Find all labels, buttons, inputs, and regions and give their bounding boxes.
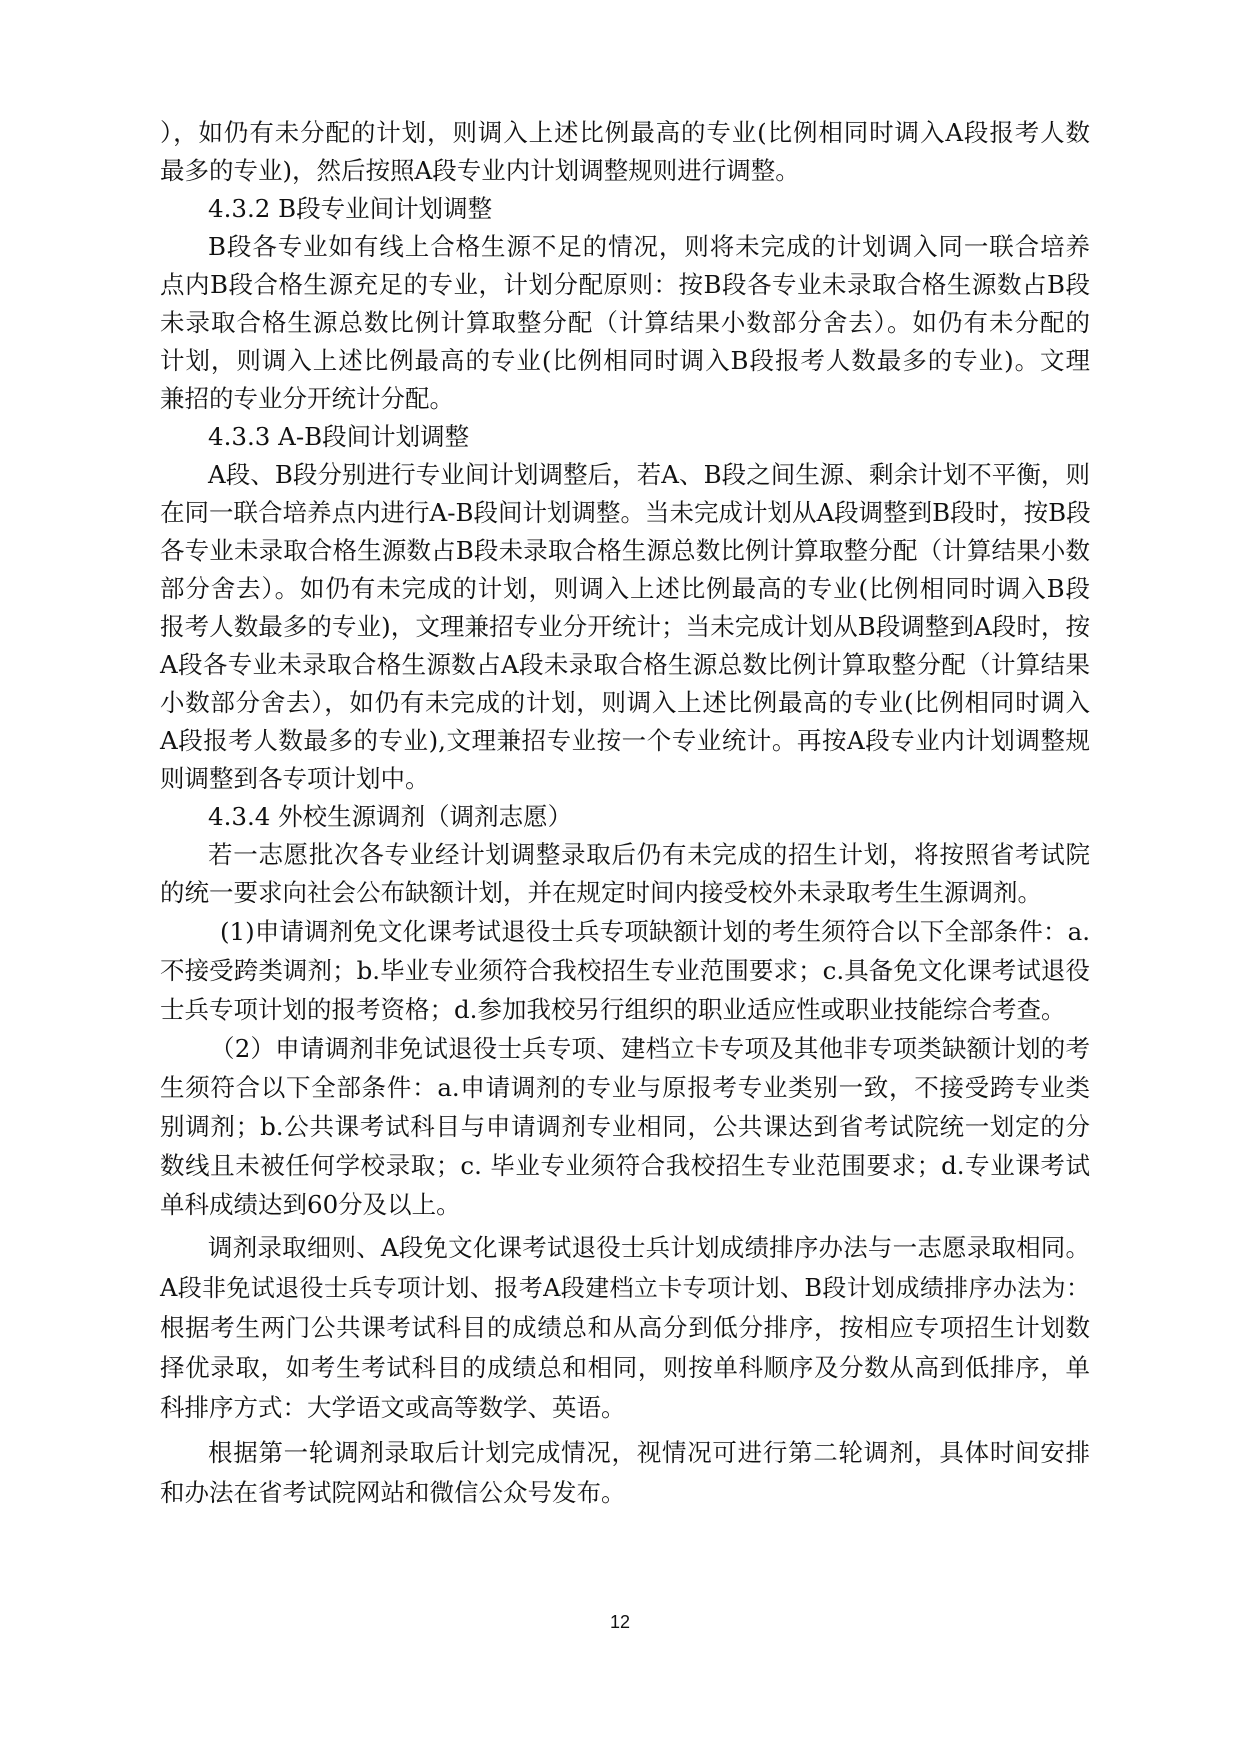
text-line: 报考人数最多的专业)，文理兼招专业分开统计；当未完成计划从B段调整到A段时，按 <box>160 612 1090 641</box>
text-line: B段各专业如有线上合格生源不足的情况，则将未完成的计划调入同一联合培养 <box>208 232 1090 261</box>
text-line: 根据第一轮调剂录取后计划完成情况，视情况可进行第二轮调剂，具体时间安排 <box>208 1438 1090 1467</box>
text-line: A段报考人数最多的专业),文理兼招专业按一个专业统计。再按A段专业内计划调整规 <box>160 726 1090 755</box>
text-line: 和办法在省考试院网站和微信公众号发布。 <box>160 1478 626 1507</box>
text-line: 则调整到各专项计划中。 <box>160 764 430 793</box>
text-line: 各专业未录取合格生源数占B段未录取合格生源总数比例计算取整分配（计算结果小数 <box>160 536 1090 565</box>
text-line: 科排序方式：大学语文或高等数学、英语。 <box>160 1393 626 1422</box>
page-number: 12 <box>609 1612 631 1632</box>
text-line: 调剂录取细则、A段免文化课考试退役士兵计划成绩排序办法与一志愿录取相同。 <box>208 1233 1090 1262</box>
text-line: 不接受跨类调剂；b.毕业专业须符合我校招生专业范围要求；c.具备免文化课考试退役 <box>160 956 1090 985</box>
text-line: 的统一要求向社会公布缺额计划，并在规定时间内接受校外未录取考生生源调剂。 <box>160 878 1042 907</box>
text-line: 部分舍去）。如仍有未完成的计划，则调入上述比例最高的专业(比例相同时调入B段 <box>160 574 1090 603</box>
text-line: 生须符合以下全部条件：a.申请调剂的专业与原报考专业类别一致，不接受跨专业类 <box>160 1073 1090 1102</box>
section-heading: 4.3.3 A-B段间计划调整 <box>208 422 470 451</box>
text-line: 数线且未被任何学校录取；c. 毕业专业须符合我校招生专业范围要求；d.专业课考试 <box>160 1151 1090 1180</box>
text-line: 择优录取，如考生考试科目的成绩总和相同，则按单科顺序及分数从高到低排序，单 <box>160 1353 1090 1382</box>
text-line: 小数部分舍去），如仍有未完成的计划，则调入上述比例最高的专业(比例相同时调入 <box>160 688 1090 717</box>
text-line: 点内B段合格生源充足的专业，计划分配原则：按B段各专业未录取合格生源数占B段 <box>160 270 1090 299</box>
section-heading: 4.3.4 外校生源调剂（调剂志愿） <box>208 802 573 831</box>
text-line: 单科成绩达到60分及以上。 <box>160 1190 461 1219</box>
text-line: 未录取合格生源总数比例计算取整分配（计算结果小数部分舍去）。如仍有未分配的 <box>160 308 1090 337</box>
text-line: （2）申请调剂非免试退役士兵专项、建档立卡专项及其他非专项类缺额计划的考 <box>210 1034 1090 1063</box>
text-line: A段非免试退役士兵专项计划、报考A段建档立卡专项计划、B段计划成绩排序办法为： <box>160 1274 1090 1302</box>
text-line: 若一志愿批次各专业经计划调整录取后仍有未完成的招生计划，将按照省考试院 <box>208 840 1090 869</box>
text-line: 根据考生两门公共课考试科目的成绩总和从高分到低分排序，按相应专项招生计划数 <box>160 1313 1090 1342</box>
text-line: ），如仍有未分配的计划，则调入上述比例最高的专业(比例相同时调入A段报考人数 <box>160 118 1090 147</box>
text-line: (1)申请调剂免文化课考试退役士兵专项缺额计划的考生须符合以下全部条件：a. <box>220 917 1090 946</box>
text-line: 计划，则调入上述比例最高的专业(比例相同时调入B段报考人数最多的专业)。文理 <box>160 346 1090 375</box>
text-line: 在同一联合培养点内进行A-B段间计划调整。当未完成计划从A段调整到B段时，按B段 <box>160 498 1091 527</box>
text-line: A段、B段分别进行专业间计划调整后，若A、B段之间生源、剩余计划不平衡，则 <box>208 460 1090 489</box>
section-heading: 4.3.2 B段专业间计划调整 <box>208 194 493 223</box>
text-line: 兼招的专业分开统计分配。 <box>160 384 454 413</box>
text-line: 最多的专业)，然后按照A段专业内计划调整规则进行调整。 <box>160 156 800 185</box>
text-line: A段各专业未录取合格生源数占A段未录取合格生源总数比例计算取整分配（计算结果 <box>160 650 1090 679</box>
text-line: 士兵专项计划的报考资格；d.参加我校另行组织的职业适应性或职业技能综合考查。 <box>160 995 1066 1024</box>
text-line: 别调剂；b.公共课考试科目与申请调剂专业相同，公共课达到省考试院统一划定的分 <box>160 1112 1090 1141</box>
